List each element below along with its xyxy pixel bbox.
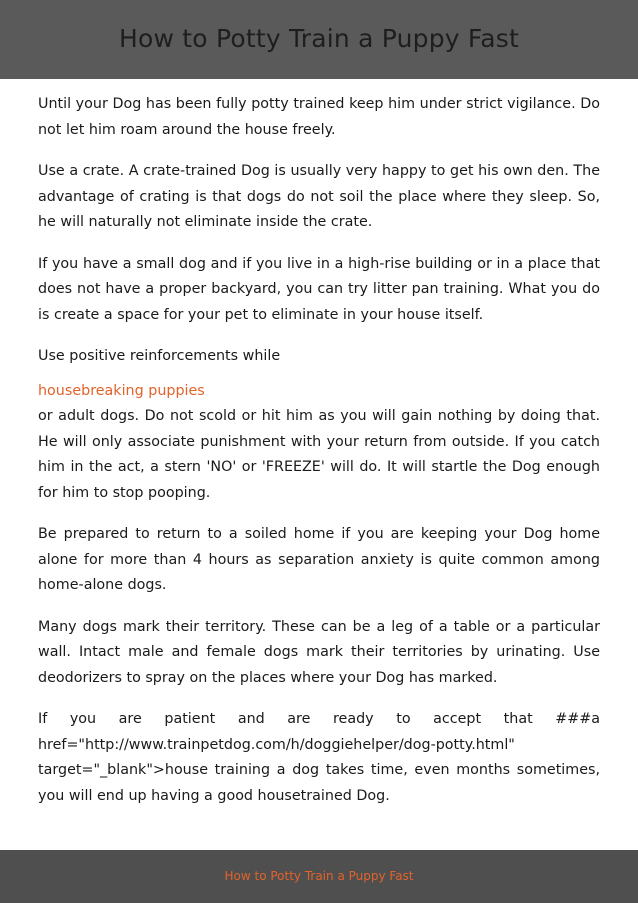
footer-title: How to Potty Train a Puppy Fast xyxy=(224,869,414,883)
page-title: How to Potty Train a Puppy Fast xyxy=(119,24,519,53)
paragraph-separation-anxiety: Be prepared to return to a soiled home if you are keeping your Dog home alone for more than 4 hours as separation anxiety is quite common among home-alone dogs. xyxy=(38,526,600,593)
paragraph-litter-pan: If you have a small dog and if you live in a high-rise building or in a place that does not have a proper backyard, you can try litter pan training. What you do is create a space for your pet to eliminate in your house itself. xyxy=(38,255,600,323)
article-body xyxy=(38,92,600,825)
paragraph-patience: If you are patient and are ready to accept that ###a href="http://www.trainpetdog.com/h/doggiehelper/dog-potty.html" target="_blank">house training a dog takes time, even months sometimes, you will end up having a good housetrained Dog. xyxy=(38,711,600,804)
page-footer xyxy=(0,850,638,903)
page-header xyxy=(0,0,638,79)
housebreaking-puppies-link[interactable]: housebreaking puppies xyxy=(38,382,205,399)
paragraph-no-punishment: or adult dogs. Do not scold or hit him as you will gain nothing by doing that. He will only associate punishment with your return from outside. If you catch him in the act, a stern 'NO' or 'FREEZE' will do. It will startle the Dog enough for him to stop pooping. xyxy=(38,408,600,501)
paragraph-positive-reinforcement: Use positive reinforcements while xyxy=(38,348,281,364)
paragraph-territory-marking: Many dogs mark their territory. These can be a leg of a table or a particular wall. Intact male and female dogs mark their territories by urinating. Use deodorizers to spray on the places where your Dog has marked. xyxy=(38,618,600,686)
paragraph-crate: Use a crate. A crate-trained Dog is usually very happy to get his own den. The advantage of crating is that dogs do not soil the place where they sleep. So, he will naturally not eliminate inside the crate. xyxy=(38,163,600,230)
paragraph-vigilance: Until your Dog has been fully potty trained keep him under strict vigilance. Do not let him roam around the house freely. xyxy=(38,96,600,138)
